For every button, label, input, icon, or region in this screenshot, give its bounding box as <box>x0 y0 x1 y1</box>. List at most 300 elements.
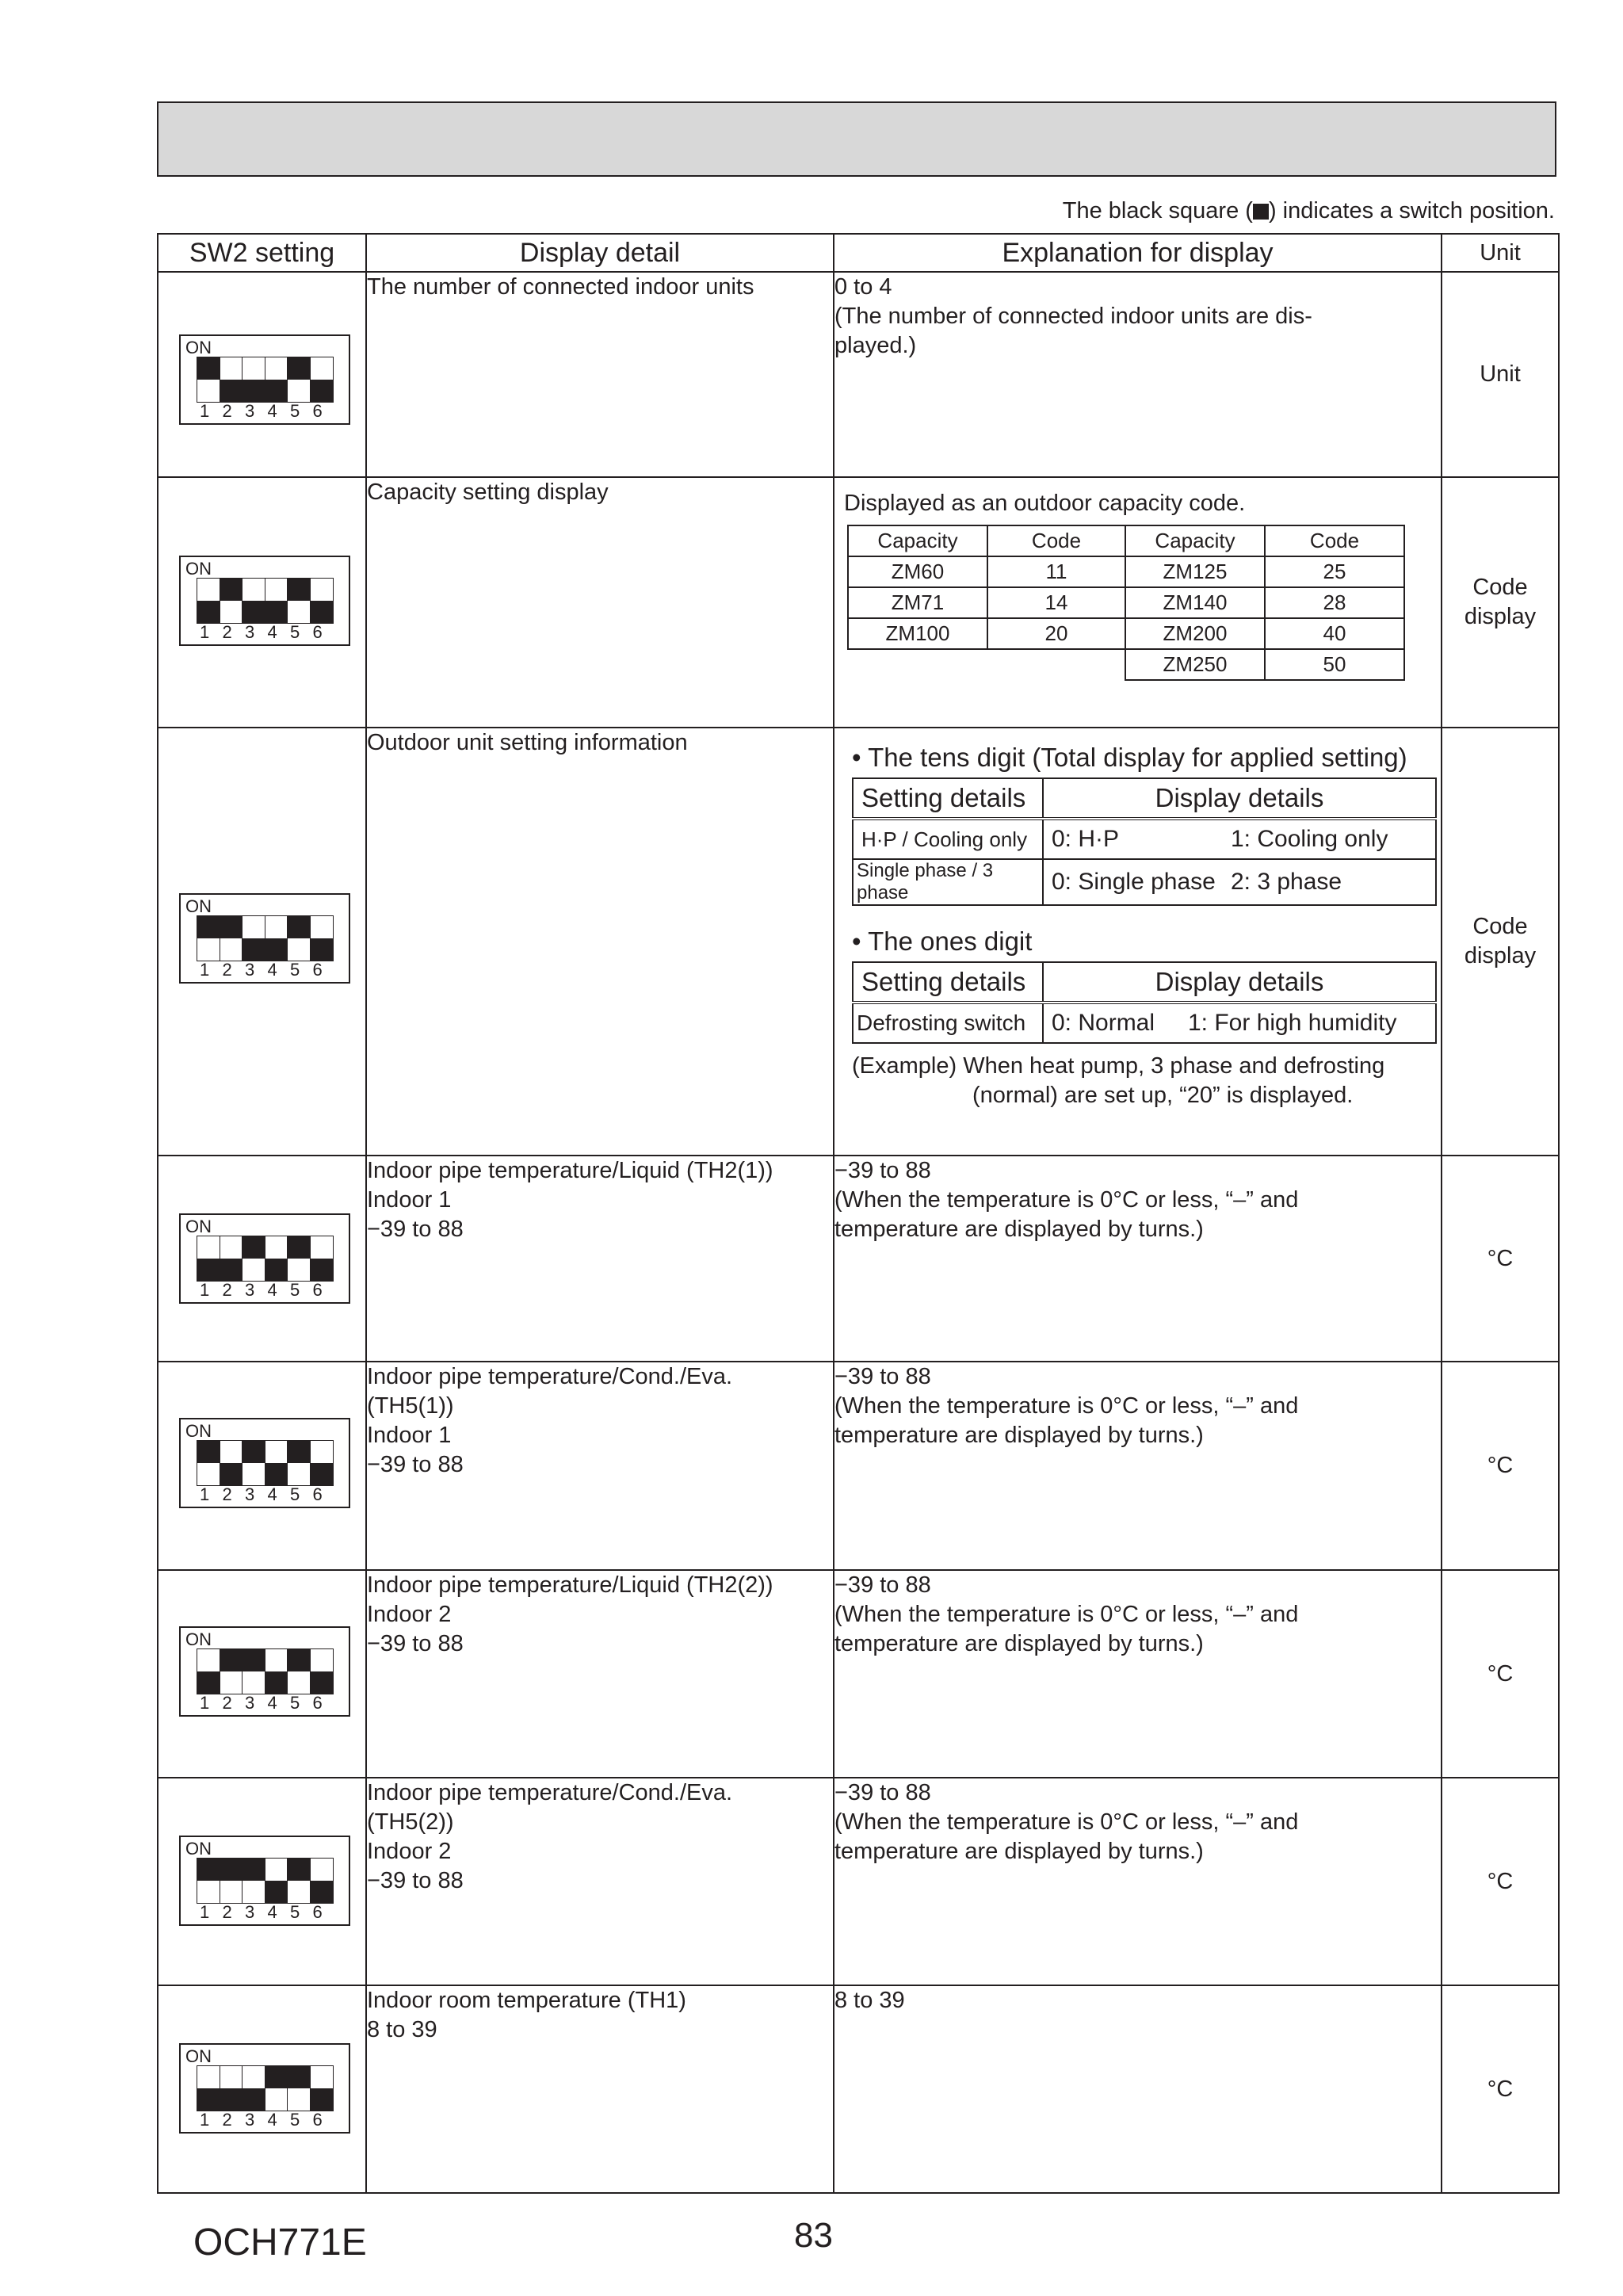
capacity-cell: ZM71 <box>848 587 987 618</box>
dip-switch-diagram <box>179 2043 350 2134</box>
dip-number: 2 <box>222 401 232 421</box>
example-text <box>834 1044 1441 1110</box>
sw2-cell <box>158 1156 366 1362</box>
dip-number: 4 <box>267 960 277 980</box>
switch-top-half <box>220 1441 242 1463</box>
dip-numbers <box>200 1280 335 1301</box>
capacity-row <box>848 618 1404 649</box>
display-details-header: Display details <box>1043 962 1436 1003</box>
dip-number: 6 <box>312 1693 323 1713</box>
switch-top-half <box>265 357 288 380</box>
dip-switch-1 <box>197 2065 220 2111</box>
switch-bottom-half <box>288 380 310 402</box>
table-row <box>158 1985 1559 2193</box>
switch-bottom-half <box>311 380 333 402</box>
dip-number: 6 <box>312 2110 323 2130</box>
dip-switch-diagram <box>179 556 350 646</box>
dip-number: 6 <box>312 401 323 421</box>
switch-bottom-half <box>220 1463 242 1485</box>
capacity-cell: ZM140 <box>1125 587 1265 618</box>
dip-switch-4 <box>265 1440 288 1486</box>
dip-number: 1 <box>200 622 210 642</box>
display-detail: Indoor room temperature (TH1) 8 to 39 <box>366 1985 834 2193</box>
value-b: 2: 3 phase <box>1231 869 1342 895</box>
dip-switch-6 <box>310 1858 334 1904</box>
header-unit: Unit <box>1442 234 1559 272</box>
dip-number: 3 <box>245 2110 255 2130</box>
dip-number: 1 <box>200 1280 210 1300</box>
switch-bottom-half <box>311 1463 333 1485</box>
dip-switch-grid <box>197 1440 332 1486</box>
dip-switch-3 <box>242 578 265 624</box>
dip-on-label: ON <box>185 559 212 579</box>
dip-switch-5 <box>287 1858 311 1904</box>
table-row <box>158 1156 1559 1362</box>
switch-top-half <box>220 2066 242 2088</box>
switch-top-half <box>288 2066 310 2088</box>
dip-switch-grid <box>197 2065 332 2111</box>
value-a: 0: Single phase <box>1052 869 1216 895</box>
dip-switch-1 <box>197 1858 220 1904</box>
switch-bottom-half <box>311 938 333 961</box>
example-line-2: (normal) are set up, “20” is displayed. <box>972 1083 1354 1108</box>
switch-bottom-half <box>288 938 310 961</box>
code-cell: 25 <box>1265 556 1404 587</box>
section-header-band <box>157 101 1556 177</box>
dip-number: 4 <box>267 1693 277 1713</box>
switch-top-half <box>242 579 265 601</box>
dip-on-label: ON <box>185 1839 212 1859</box>
switch-top-half <box>242 1236 265 1259</box>
code-cell: 50 <box>1265 649 1404 680</box>
unit: Code display <box>1442 477 1559 728</box>
switch-top-half <box>220 916 242 938</box>
dip-switch-1 <box>197 915 220 961</box>
dip-number: 6 <box>312 1902 323 1922</box>
switch-top-half <box>220 1236 242 1259</box>
switch-bottom-half <box>197 1259 220 1281</box>
switch-top-half <box>311 1859 333 1881</box>
switch-bottom-half <box>220 1881 242 1903</box>
switch-bottom-half <box>311 2088 333 2111</box>
switch-bottom-half <box>220 2088 242 2111</box>
dip-number: 2 <box>222 1280 232 1300</box>
explanation <box>834 728 1442 1156</box>
setting-name: Defrosting switch <box>853 1003 1043 1043</box>
switch-top-half <box>288 916 310 938</box>
dip-number: 2 <box>222 622 232 642</box>
code-header: Code <box>987 525 1125 556</box>
dip-number: 4 <box>267 622 277 642</box>
ones-digit-table <box>852 961 1437 1044</box>
switch-bottom-half <box>288 1463 310 1485</box>
dip-switch-diagram <box>179 1213 350 1304</box>
unit: Unit <box>1442 272 1559 477</box>
switch-bottom-half <box>311 1671 333 1694</box>
switch-bottom-half <box>265 2088 288 2111</box>
dip-switch-6 <box>310 1236 334 1282</box>
switch-bottom-half <box>311 601 333 623</box>
dip-switch-4 <box>265 578 288 624</box>
dip-switch-6 <box>310 1440 334 1486</box>
dip-switch-diagram <box>179 893 350 984</box>
dip-switch-3 <box>242 1440 265 1486</box>
code-cell: 20 <box>987 618 1125 649</box>
dip-switch-4 <box>265 1858 288 1904</box>
dip-switch-6 <box>310 1648 334 1694</box>
dip-number: 5 <box>290 1693 300 1713</box>
dip-number: 4 <box>267 1902 277 1922</box>
setting-values <box>1043 1003 1436 1043</box>
switch-top-half <box>242 1649 265 1671</box>
dip-numbers <box>200 960 335 980</box>
dip-on-label: ON <box>185 896 212 916</box>
capacity-header: Capacity <box>848 525 987 556</box>
switch-bottom-half <box>220 1671 242 1694</box>
unit: °C <box>1442 1570 1559 1778</box>
dip-number: 2 <box>222 1902 232 1922</box>
value-b: 1: Cooling only <box>1231 826 1388 852</box>
unit: °C <box>1442 1985 1559 2193</box>
switch-bottom-half <box>197 2088 220 2111</box>
switch-bottom-half <box>197 380 220 402</box>
dip-number: 6 <box>312 1484 323 1504</box>
setting-values <box>1043 819 1436 859</box>
unit: °C <box>1442 1362 1559 1570</box>
switch-bottom-half <box>265 1463 288 1485</box>
capacity-cell: ZM125 <box>1125 556 1265 587</box>
sw2-cell <box>158 1570 366 1778</box>
switch-bottom-half <box>220 380 242 402</box>
dip-number: 3 <box>245 401 255 421</box>
switch-bottom-half <box>197 1881 220 1903</box>
header-display-detail: Display detail <box>366 234 834 272</box>
table-header-row <box>158 234 1559 272</box>
code-cell: 14 <box>987 587 1125 618</box>
switch-top-half <box>311 2066 333 2088</box>
dip-number: 1 <box>200 1484 210 1504</box>
dip-switch-5 <box>287 1648 311 1694</box>
code-cell: 11 <box>987 556 1125 587</box>
dip-switch-6 <box>310 915 334 961</box>
switch-bottom-half <box>242 1259 265 1281</box>
tens-digit-title: • The tens digit (Total display for applied setting) <box>852 743 1407 772</box>
dip-switch-2 <box>220 357 243 403</box>
dip-switch-diagram <box>179 334 350 425</box>
display-detail: Capacity setting display <box>366 477 834 728</box>
dip-numbers <box>200 1902 335 1923</box>
switch-top-half <box>288 1236 310 1259</box>
sw2-settings-table <box>157 233 1560 2194</box>
explanation <box>834 477 1442 728</box>
switch-bottom-half <box>265 601 288 623</box>
document-code: OCH771E <box>193 2222 367 2264</box>
explanation: −39 to 88 (When the temperature is 0°C or less, “–” and temperature are displayed by turns.) <box>834 1570 1442 1778</box>
switch-top-half <box>197 2066 220 2088</box>
switch-bottom-half <box>197 1463 220 1485</box>
switch-bottom-half <box>242 601 265 623</box>
capacity-cell: ZM200 <box>1125 618 1265 649</box>
dip-number: 3 <box>245 1693 255 1713</box>
dip-switch-4 <box>265 2065 288 2111</box>
dip-switch-2 <box>220 578 243 624</box>
dip-number: 3 <box>245 1484 255 1504</box>
switch-top-half <box>311 357 333 380</box>
display-detail: Indoor pipe temperature/Cond./Eva. (TH5(1)) Indoor 1 −39 to 88 <box>366 1362 834 1570</box>
explanation: −39 to 88 (When the temperature is 0°C or less, “–” and temperature are displayed by turns.) <box>834 1362 1442 1570</box>
explanation: −39 to 88 (When the temperature is 0°C or less, “–” and temperature are displayed by turns.) <box>834 1156 1442 1362</box>
setting-name: Single phase / 3 phase <box>853 859 1043 905</box>
dip-number: 6 <box>312 622 323 642</box>
dip-number: 5 <box>290 622 300 642</box>
dip-switch-3 <box>242 1648 265 1694</box>
dip-switch-6 <box>310 578 334 624</box>
switch-top-half <box>288 1441 310 1463</box>
switch-top-half <box>242 916 265 938</box>
dip-switch-2 <box>220 1858 243 1904</box>
switch-top-half <box>288 1649 310 1671</box>
dip-on-label: ON <box>185 1629 212 1649</box>
switch-bottom-half <box>288 1881 310 1903</box>
display-detail: Indoor pipe temperature/Liquid (TH2(1)) Indoor 1 −39 to 88 <box>366 1156 834 1362</box>
switch-bottom-half <box>288 1259 310 1281</box>
dip-number: 6 <box>312 960 323 980</box>
capacity-row <box>848 587 1404 618</box>
dip-numbers <box>200 1484 335 1505</box>
sw2-cell <box>158 728 366 1156</box>
explanation: 8 to 39 <box>834 1985 1442 2193</box>
setting-values <box>1043 859 1436 905</box>
dip-switch-diagram <box>179 1626 350 1717</box>
switch-bottom-half <box>288 601 310 623</box>
switch-top-half <box>311 579 333 601</box>
switch-bottom-half <box>265 938 288 961</box>
switch-top-half <box>242 2066 265 2088</box>
table-row <box>158 477 1559 728</box>
dip-switch-3 <box>242 1858 265 1904</box>
value-a: 0: H·P <box>1052 826 1120 852</box>
switch-bottom-half <box>288 2088 310 2111</box>
dip-number: 3 <box>245 1902 255 1922</box>
switch-bottom-half <box>220 601 242 623</box>
value-a: 0: Normal <box>1052 1010 1155 1036</box>
dip-number: 1 <box>200 1693 210 1713</box>
dip-numbers <box>200 2110 335 2130</box>
display-detail: Indoor pipe temperature/Cond./Eva. (TH5(2)) Indoor 2 −39 to 88 <box>366 1778 834 1985</box>
dip-switch-grid <box>197 1236 332 1282</box>
explanation: 0 to 4 (The number of connected indoor units are dis- played.) <box>834 272 1442 477</box>
dip-number: 1 <box>200 401 210 421</box>
black-square-icon <box>1253 204 1269 220</box>
display-detail: The number of connected indoor units <box>366 272 834 477</box>
dip-numbers <box>200 1693 335 1713</box>
switch-top-half <box>311 916 333 938</box>
explanation: −39 to 88 (When the temperature is 0°C or less, “–” and temperature are displayed by turns.) <box>834 1778 1442 1985</box>
sw2-cell <box>158 1778 366 1985</box>
dip-number: 3 <box>245 622 255 642</box>
capacity-cell: ZM250 <box>1125 649 1265 680</box>
ones-row <box>853 1003 1436 1043</box>
display-details-header: Display details <box>1043 778 1436 819</box>
dip-switch-grid <box>197 1858 332 1904</box>
switch-bottom-half <box>242 2088 265 2111</box>
legend-text-before: The black square ( <box>1062 198 1253 223</box>
dip-switch-1 <box>197 1236 220 1282</box>
capacity-cell: ZM60 <box>848 556 987 587</box>
dip-switch-1 <box>197 357 220 403</box>
switch-bottom-half <box>242 1881 265 1903</box>
dip-switch-grid <box>197 1648 332 1694</box>
dip-switch-grid <box>197 357 332 403</box>
unit: °C <box>1442 1156 1559 1362</box>
dip-number: 5 <box>290 1902 300 1922</box>
dip-number: 1 <box>200 960 210 980</box>
dip-switch-2 <box>220 1440 243 1486</box>
unit: Code display <box>1442 728 1559 1156</box>
switch-top-half <box>265 1441 288 1463</box>
dip-number: 1 <box>200 1902 210 1922</box>
switch-bottom-half <box>242 380 265 402</box>
tens-row <box>853 859 1436 905</box>
dip-number: 2 <box>222 1484 232 1504</box>
dip-switch-grid <box>197 578 332 624</box>
empty-cell <box>987 649 1125 680</box>
dip-switch-1 <box>197 1648 220 1694</box>
switch-bottom-half <box>242 938 265 961</box>
dip-numbers <box>200 622 335 643</box>
dip-number: 5 <box>290 401 300 421</box>
dip-number: 5 <box>290 1280 300 1300</box>
table-row <box>158 728 1559 1156</box>
dip-number: 2 <box>222 960 232 980</box>
dip-switch-diagram <box>179 1418 350 1508</box>
header-explanation: Explanation for display <box>834 234 1442 272</box>
switch-bottom-half <box>220 938 242 961</box>
switch-top-half <box>311 1649 333 1671</box>
setting-name: H·P / Cooling only <box>853 819 1043 859</box>
switch-top-half <box>311 1441 333 1463</box>
dip-number: 3 <box>245 1280 255 1300</box>
dip-switch-6 <box>310 357 334 403</box>
table-row <box>158 272 1559 477</box>
switch-bottom-half <box>242 1671 265 1694</box>
dip-switch-1 <box>197 578 220 624</box>
switch-top-half <box>265 1236 288 1259</box>
switch-top-half <box>242 357 265 380</box>
capacity-code-table <box>847 525 1405 681</box>
dip-switch-grid <box>197 915 332 961</box>
display-detail: Indoor pipe temperature/Liquid (TH2(2)) Indoor 2 −39 to 88 <box>366 1570 834 1778</box>
switch-top-half <box>220 1649 242 1671</box>
dip-switch-2 <box>220 2065 243 2111</box>
dip-switch-5 <box>287 915 311 961</box>
dip-number: 4 <box>267 2110 277 2130</box>
dip-on-label: ON <box>185 1217 212 1236</box>
dip-switch-6 <box>310 2065 334 2111</box>
example-line-1: (Example) When heat pump, 3 phase and defrosting <box>852 1053 1385 1079</box>
dip-switch-3 <box>242 915 265 961</box>
dip-on-label: ON <box>185 2046 212 2066</box>
switch-top-half <box>220 579 242 601</box>
dip-switch-5 <box>287 2065 311 2111</box>
switch-bottom-half <box>265 1671 288 1694</box>
dip-number: 4 <box>267 1484 277 1504</box>
dip-switch-2 <box>220 915 243 961</box>
dip-number: 5 <box>290 960 300 980</box>
switch-top-half <box>197 1859 220 1881</box>
unit: °C <box>1442 1778 1559 1985</box>
header-sw2-setting: SW2 setting <box>158 234 366 272</box>
switch-bottom-half <box>197 1671 220 1694</box>
switch-bottom-half <box>265 1259 288 1281</box>
switch-bottom-half <box>197 938 220 961</box>
page-number: 83 <box>794 2216 833 2255</box>
legend-text-after: ) indicates a switch position. <box>1268 198 1555 223</box>
table-row <box>158 1778 1559 1985</box>
dip-switch-4 <box>265 915 288 961</box>
dip-on-label: ON <box>185 338 212 357</box>
dip-switch-2 <box>220 1236 243 1282</box>
switch-top-half <box>197 1649 220 1671</box>
switch-top-half <box>197 1236 220 1259</box>
switch-bottom-half <box>265 380 288 402</box>
dip-on-label: ON <box>185 1421 212 1441</box>
code-cell: 28 <box>1265 587 1404 618</box>
table-row <box>158 1362 1559 1570</box>
dip-switch-3 <box>242 357 265 403</box>
switch-top-half <box>288 1859 310 1881</box>
tens-row <box>853 819 1436 859</box>
sw2-cell <box>158 477 366 728</box>
switch-bottom-half <box>311 1259 333 1281</box>
tens-digit-table <box>852 777 1437 906</box>
dip-numbers <box>200 401 335 422</box>
switch-top-half <box>265 1859 288 1881</box>
dip-switch-4 <box>265 357 288 403</box>
switch-bottom-half <box>288 1671 310 1694</box>
switch-top-half <box>311 1236 333 1259</box>
code-header: Code <box>1265 525 1404 556</box>
dip-number: 2 <box>222 1693 232 1713</box>
dip-number: 4 <box>267 1280 277 1300</box>
switch-bottom-half <box>197 601 220 623</box>
dip-number: 1 <box>200 2110 210 2130</box>
dip-number: 4 <box>267 401 277 421</box>
capacity-row <box>848 649 1404 680</box>
ones-header-row <box>853 962 1436 1003</box>
dip-switch-3 <box>242 1236 265 1282</box>
dip-switch-5 <box>287 578 311 624</box>
dip-switch-5 <box>287 1440 311 1486</box>
setting-details-header: Setting details <box>853 778 1043 819</box>
dip-switch-5 <box>287 357 311 403</box>
switch-top-half <box>288 357 310 380</box>
tens-header-row <box>853 778 1436 819</box>
switch-legend <box>1063 198 1555 224</box>
dip-switch-2 <box>220 1648 243 1694</box>
switch-top-half <box>220 357 242 380</box>
dip-switch-4 <box>265 1648 288 1694</box>
dip-switch-1 <box>197 1440 220 1486</box>
capacity-header-row <box>848 525 1404 556</box>
switch-bottom-half <box>220 1259 242 1281</box>
value-b: 1: For high humidity <box>1188 1010 1397 1036</box>
dip-number: 6 <box>312 1280 323 1300</box>
capacity-intro: Displayed as an outdoor capacity code. <box>844 491 1246 516</box>
switch-top-half <box>242 1859 265 1881</box>
switch-top-half <box>288 579 310 601</box>
switch-top-half <box>197 357 220 380</box>
